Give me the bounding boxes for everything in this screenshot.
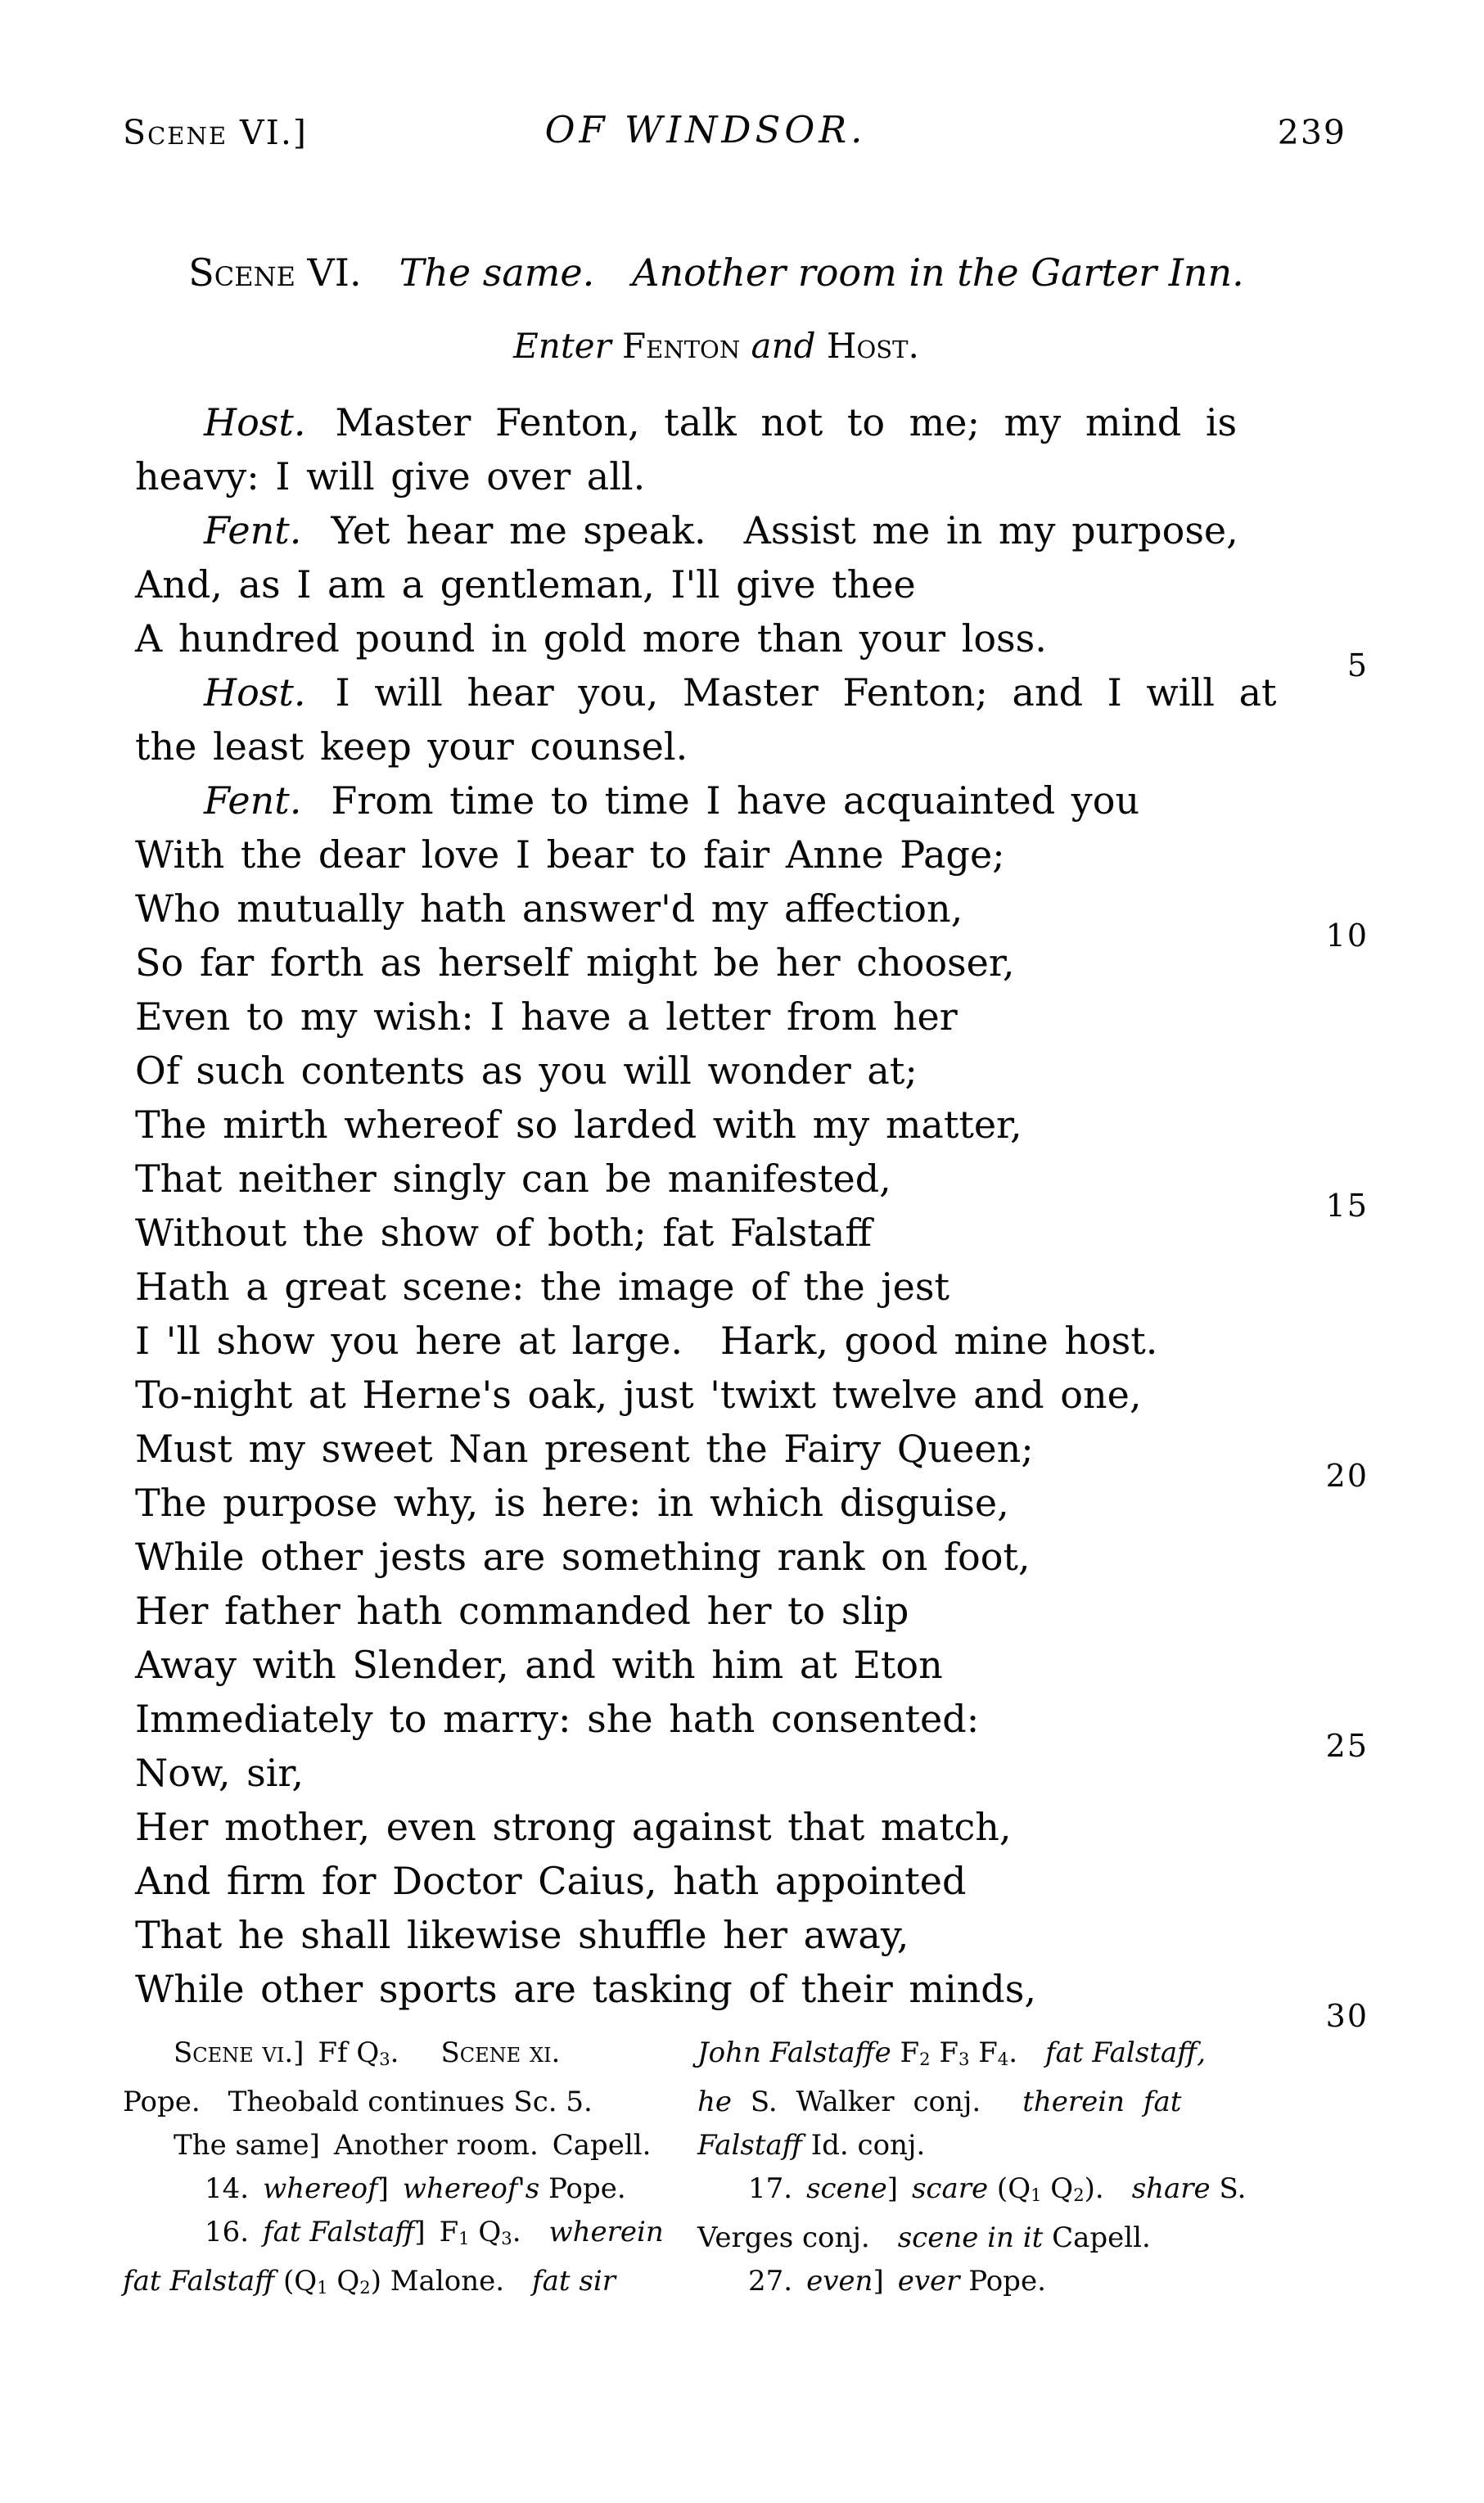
text-line — [135, 1098, 1273, 1152]
footnote-segment: Q — [1041, 2172, 1074, 2206]
line-text: While other sports are tasking of their minds, — [135, 1967, 1036, 2011]
footnote-segment: Q — [327, 2265, 360, 2298]
stage-direction — [131, 326, 1301, 366]
line-text: And firm for Doctor Caius, hath appointed — [135, 1859, 967, 1903]
line-text: Without the show of both; fat Falstaff — [135, 1211, 873, 1255]
line-text: So far forth as herself might be her chooser, — [135, 940, 1015, 985]
footnote-segment: Scene vi. — [174, 2036, 294, 2069]
line-text: Her father hath commanded her to slip — [135, 1589, 909, 1633]
line-text: Who mutually hath answer'd my affection, — [135, 886, 963, 931]
text-line — [135, 1422, 1273, 1476]
footnote-segment: S. Walker conj. — [732, 2086, 1023, 2119]
line-text: The purpose why, is here: in which disguise, — [135, 1481, 1009, 1525]
footnote-segment: fat Falstaff — [263, 2216, 415, 2249]
line-text: Even to my wish: I have a letter from her — [135, 994, 958, 1039]
text-line — [135, 1260, 1273, 1314]
footnote-segment: John Falstaffe — [697, 2036, 891, 2069]
footnote-line — [123, 2032, 700, 2081]
text-line — [135, 1908, 1273, 1962]
line-number: 25 — [1325, 1728, 1369, 1764]
footnote-segment: ). — [1084, 2172, 1132, 2206]
footnote-segment: scene in it — [897, 2221, 1044, 2255]
footnote-segment: fat Falstaff, — [1045, 2036, 1207, 2069]
running-header-title: OF WINDSOR. — [544, 108, 867, 151]
line-text: From time to time I have acquainted you — [331, 778, 1140, 823]
text-line — [135, 918, 1369, 990]
footnote-line — [697, 2081, 1364, 2124]
footnote-segment: 16. — [205, 2216, 264, 2249]
line-number: 10 — [1325, 918, 1369, 954]
footnote-segment: Pope. — [959, 2265, 1046, 2298]
scene-heading-segment: The same. — [399, 250, 595, 295]
footnote-segment: . — [1008, 2036, 1046, 2069]
footnote-segment: Q — [469, 2216, 502, 2249]
speaker-name: Host. — [204, 670, 306, 715]
line-text: That he shall likewise shuffle her away, — [135, 1913, 909, 1957]
footnote-segment: 3 — [379, 2049, 390, 2070]
footnote-segment: (Q — [274, 2265, 318, 2298]
footnote-line — [697, 2032, 1364, 2081]
footnote-segment: 1 — [1031, 2185, 1042, 2206]
footnote-segment: 3 — [501, 2228, 512, 2249]
footnote-segment: 17. — [748, 2172, 807, 2206]
footnote-line — [123, 2211, 700, 2260]
stage-direction-segment: Host. — [826, 326, 919, 366]
footnote-segment: The same] Another room. Capell. — [174, 2129, 652, 2163]
footnote-segment: share — [1131, 2172, 1211, 2206]
speaker-name: Fent. — [204, 508, 302, 552]
footnote-segment: S. — [1210, 2172, 1247, 2206]
play-text-block — [135, 395, 1369, 2034]
footnote-segment: ) Malone. — [370, 2265, 533, 2298]
line-number: 30 — [1325, 1998, 1369, 2034]
footnotes-right-column — [697, 2032, 1364, 2303]
footnote-segment: Verges conj. — [697, 2221, 898, 2255]
footnote-segment: 2 — [359, 2277, 371, 2298]
footnote-segment: ever — [897, 2265, 960, 2298]
running-header-scene-label: Scene VI.] — [123, 113, 308, 152]
footnote-line — [697, 2124, 1364, 2167]
line-text: The mirth whereof so larded with my matter, — [135, 1103, 1022, 1147]
footnote-segment: he — [697, 2086, 733, 2119]
footnote-segment: Id. conj. — [801, 2129, 926, 2163]
line-text: the least keep your counsel. — [135, 724, 688, 769]
line-text: Now, sir, — [135, 1751, 304, 1795]
text-line — [135, 1728, 1369, 1800]
footnote-segment: ] Ff Q — [293, 2036, 380, 2069]
text-line — [135, 719, 1273, 773]
footnote-line — [697, 2217, 1364, 2260]
speaker-name: Host. — [204, 400, 306, 444]
line-text: With the dear love I bear to fair Anne Page; — [135, 832, 1005, 877]
footnote-line — [123, 2167, 700, 2211]
scene-heading-segment: Scene VI. — [188, 250, 362, 295]
footnote-segment: (Q — [988, 2172, 1031, 2206]
footnote-segment: Pope. — [539, 2172, 626, 2206]
footnotes-block — [123, 2032, 1367, 2302]
text-line — [135, 1854, 1273, 1908]
scene-heading-segment: Another room in the Garter Inn. — [632, 250, 1244, 295]
footnote-line — [123, 2260, 700, 2309]
footnote-segment: fat sir — [532, 2265, 616, 2298]
line-number: 5 — [1346, 647, 1369, 683]
text-line — [135, 647, 1369, 719]
footnote-segment: ] F — [414, 2216, 459, 2249]
footnote-segment: 1 — [458, 2228, 470, 2249]
text-line — [135, 1800, 1273, 1854]
text-line — [135, 1692, 1273, 1746]
text-line — [135, 1962, 1369, 2034]
text-line — [135, 503, 1273, 557]
scene-heading-segment — [362, 250, 399, 295]
line-text: A hundred pound in gold more than your loss. — [135, 616, 1047, 661]
text-line — [135, 1314, 1273, 1368]
scene-heading-segment — [594, 250, 632, 295]
text-line — [135, 1638, 1273, 1692]
footnote-segment: 27. — [748, 2265, 807, 2298]
footnote-segment: 2 — [919, 2049, 931, 2070]
line-text: That neither singly can be manifested, — [135, 1157, 891, 1201]
text-line — [135, 449, 1273, 503]
footnote-segment: Capell. — [1043, 2221, 1151, 2255]
footnote-segment: whereof's — [402, 2172, 540, 2206]
footnote-segment: F — [969, 2036, 998, 2069]
footnote-segment: F — [930, 2036, 959, 2069]
stage-direction-segment: Fenton — [622, 326, 741, 366]
footnote-segment: . — [390, 2036, 441, 2069]
text-line — [135, 611, 1273, 665]
footnote-segment: ] — [377, 2172, 403, 2206]
line-text: Hath a great scene: the image of the jest — [135, 1265, 949, 1309]
line-text: Immediately to marry: she hath consented: — [135, 1697, 980, 1741]
line-number: 20 — [1325, 1458, 1369, 1494]
text-line — [135, 882, 1273, 936]
text-line — [135, 828, 1273, 882]
line-text: To-night at Herne's oak, just 'twixt twelve and one, — [135, 1373, 1142, 1417]
scene-heading — [131, 250, 1301, 295]
text-line — [135, 773, 1273, 828]
line-text: Away with Slender, and with him at Eton — [135, 1643, 943, 1687]
footnote-segment: Falstaff — [697, 2129, 802, 2163]
line-text: Of such contents as you will wonder at; — [135, 1049, 918, 1093]
footnote-segment: therein fat — [1022, 2086, 1182, 2119]
line-text: Yet hear me speak. Assist me in my purpose, — [331, 508, 1238, 552]
footnote-segment: Pope. Theobald continues Sc. 5. — [123, 2086, 593, 2119]
footnote-segment: Scene xi. — [440, 2036, 561, 2069]
footnote-segment: fat Falstaff — [123, 2265, 275, 2298]
text-line — [135, 557, 1273, 611]
text-line — [135, 1584, 1273, 1638]
footnote-segment: wherein — [548, 2216, 664, 2249]
footnote-line — [123, 2124, 700, 2167]
text-line — [135, 1152, 1273, 1206]
footnote-line — [697, 2260, 1364, 2303]
text-line — [135, 395, 1273, 449]
footnote-segment: scare — [911, 2172, 989, 2206]
text-line — [135, 1368, 1273, 1422]
footnote-segment: 2 — [1073, 2185, 1085, 2206]
footnote-segment: whereof — [263, 2172, 378, 2206]
page-number: 239 — [1277, 113, 1346, 152]
footnote-line — [697, 2167, 1364, 2217]
text-line — [135, 1530, 1273, 1584]
running-header — [0, 108, 1484, 169]
line-text: Master Fenton, talk not to me; my mind is — [335, 400, 1238, 444]
line-text: I 'll show you here at large. Hark, good mine host. — [135, 1319, 1158, 1363]
footnote-segment: F — [891, 2036, 920, 2069]
footnotes-left-column — [123, 2032, 700, 2310]
text-line — [135, 1044, 1273, 1098]
footnote-segment: 4 — [997, 2049, 1009, 2070]
footnote-segment: scene — [806, 2172, 887, 2206]
footnote-segment: . — [512, 2216, 549, 2249]
line-number: 15 — [1325, 1188, 1369, 1224]
footnote-segment: ] — [873, 2265, 898, 2298]
line-text: While other jests are something rank on foot, — [135, 1535, 1031, 1579]
footnote-segment: 1 — [317, 2277, 328, 2298]
text-line — [135, 1188, 1369, 1260]
line-text: And, as I am a gentleman, I'll give thee — [135, 562, 916, 607]
footnote-line — [123, 2081, 700, 2124]
line-text: heavy: I will give over all. — [135, 454, 646, 498]
stage-direction-segment: Enter — [513, 326, 623, 366]
stage-direction-segment: and — [740, 326, 827, 366]
line-text: Must my sweet Nan present the Fairy Queen; — [135, 1427, 1034, 1471]
footnote-segment: 3 — [958, 2049, 970, 2070]
speaker-name: Fent. — [204, 778, 302, 823]
footnote-segment: even — [806, 2265, 873, 2298]
line-text: I will hear you, Master Fenton; and I will at — [335, 670, 1277, 715]
footnote-segment: 14. — [205, 2172, 264, 2206]
footnote-segment: ] — [886, 2172, 912, 2206]
line-text: Her mother, even strong against that match, — [135, 1805, 1012, 1849]
text-line — [135, 1458, 1369, 1530]
text-line — [135, 990, 1273, 1044]
